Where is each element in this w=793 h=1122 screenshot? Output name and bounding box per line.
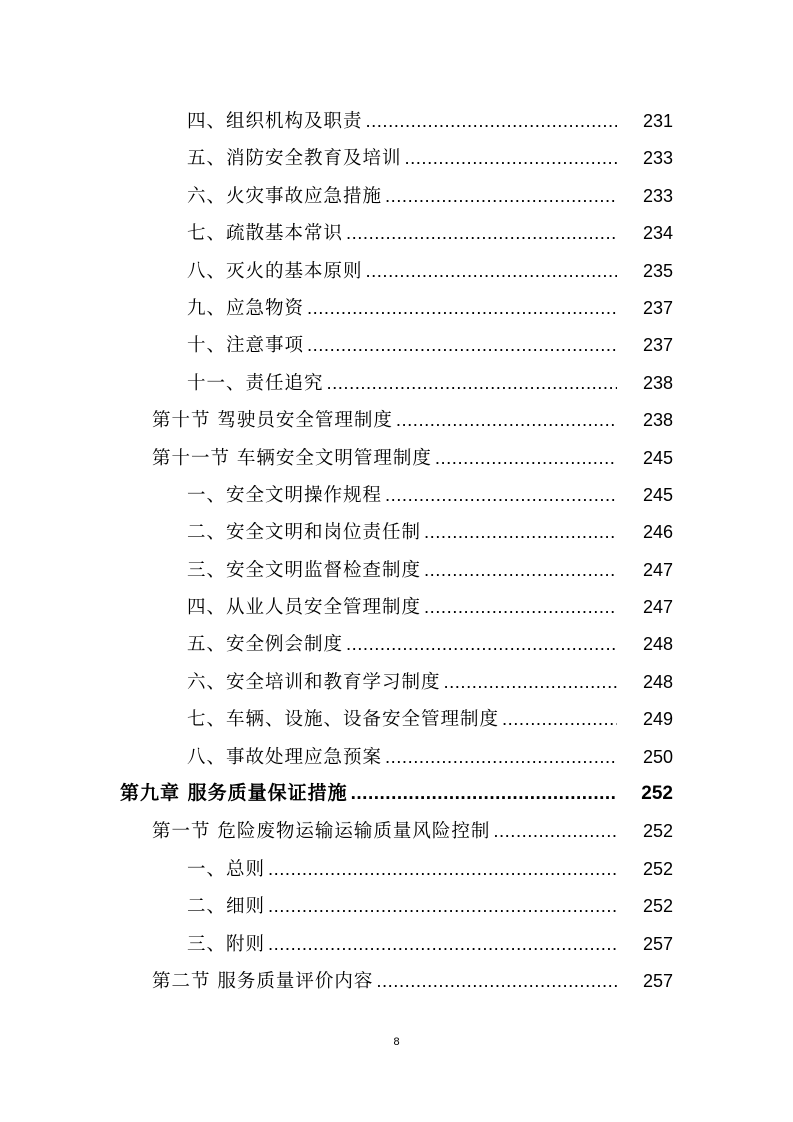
toc-entry-page: 237 [642, 335, 673, 356]
toc-dot-leader [351, 775, 617, 812]
toc-entry-title: 十、注意事项 [187, 335, 305, 357]
toc-entry-page: 249 [642, 709, 673, 730]
toc-entry-title: 三、附则 [187, 933, 266, 955]
toc-entry-title: 第一节 危险废物运输运输质量风险控制 [152, 821, 491, 843]
toc-entry-page: 231 [642, 111, 673, 131]
toc-dot-leader [405, 139, 617, 176]
toc-entry-title: 五、消防安全教育及培训 [187, 148, 402, 170]
toc-entry[interactable] [0, 476, 793, 513]
toc-entry-title: 五、安全例会制度 [187, 634, 344, 656]
toc-entry-title: 第十节 驾驶员安全管理制度 [152, 410, 393, 432]
toc-entry-title: 一、安全文明操作规程 [187, 484, 383, 506]
toc-entry-title: 七、车辆、设施、设备安全管理制度 [187, 709, 500, 731]
toc-entry-title: 九、应急物资 [187, 297, 305, 319]
toc-entry[interactable] [0, 812, 793, 849]
toc-entry[interactable] [0, 887, 793, 924]
toc-entry[interactable] [0, 850, 793, 887]
toc-entry-title: 二、细则 [187, 896, 266, 918]
toc-entry[interactable] [0, 663, 793, 700]
toc-entry-page: 257 [642, 970, 673, 991]
toc-dot-leader [346, 214, 617, 251]
toc-entry-title: 十一、责任追究 [187, 372, 324, 394]
toc-entry[interactable] [0, 551, 793, 588]
toc-entry-page: 246 [642, 522, 673, 543]
toc-entry-page: 233 [642, 148, 673, 169]
toc-entry[interactable] [0, 214, 793, 251]
toc-entry-title: 一、总则 [187, 858, 266, 880]
toc-entry-page: 237 [642, 297, 673, 318]
toc-dot-leader [268, 887, 617, 924]
toc-entry-page: 238 [642, 410, 673, 431]
toc-entry-page: 250 [642, 746, 673, 767]
toc-dot-leader [424, 588, 617, 625]
toc-entry-title: 第二节 服务质量评价内容 [152, 970, 374, 992]
toc-entry-title: 六、安全培训和教育学习制度 [187, 671, 441, 693]
toc-entry-page: 233 [642, 185, 673, 206]
toc-dot-leader [385, 738, 617, 775]
toc-entry[interactable] [0, 102, 793, 139]
toc-dot-leader [493, 812, 617, 849]
toc-entry-title: 六、火灾事故应急措施 [187, 185, 383, 207]
toc-entry-title: 第九章 服务质量保证措施 [120, 782, 348, 805]
toc-dot-leader [376, 962, 617, 999]
toc-entry-page: 245 [642, 484, 673, 505]
toc-entry-page: 234 [642, 223, 673, 244]
toc-entry[interactable] [0, 252, 793, 289]
toc-entry-title: 四、组织机构及职责 [187, 111, 363, 132]
toc-dot-leader [346, 625, 617, 662]
toc-entry-page: 247 [642, 559, 673, 580]
toc-entry[interactable] [0, 925, 793, 962]
toc-dot-leader [502, 700, 617, 737]
toc-dot-leader [366, 102, 617, 139]
toc-entry-page: 252 [641, 783, 673, 805]
toc-entry-title: 三、安全文明监督检查制度 [187, 559, 422, 581]
toc-dot-leader [435, 439, 617, 476]
toc-entry-title: 第十一节 车辆安全文明管理制度 [152, 447, 432, 469]
toc-entry[interactable] [0, 177, 793, 214]
toc-entry[interactable] [0, 625, 793, 662]
toc-dot-leader [424, 513, 617, 550]
toc-entry[interactable] [0, 738, 793, 775]
toc-dot-leader [424, 551, 617, 588]
table-of-contents [0, 102, 793, 999]
toc-entry-page: 257 [642, 933, 673, 954]
toc-dot-leader [444, 663, 617, 700]
toc-dot-leader [366, 252, 617, 289]
toc-entry-title: 八、灭火的基本原则 [187, 260, 363, 282]
toc-entry[interactable] [0, 588, 793, 625]
toc-entry-page: 247 [642, 597, 673, 618]
toc-entry[interactable] [0, 775, 793, 812]
toc-entry-page: 252 [642, 896, 673, 917]
toc-entry-page: 248 [642, 671, 673, 692]
toc-dot-leader [268, 925, 617, 962]
toc-entry[interactable] [0, 401, 793, 438]
toc-entry-page: 252 [642, 821, 673, 842]
toc-entry-page: 238 [642, 372, 673, 393]
toc-dot-leader [396, 401, 617, 438]
toc-entry[interactable] [0, 289, 793, 326]
toc-dot-leader [307, 289, 617, 326]
toc-entry[interactable] [0, 326, 793, 363]
toc-entry-page: 245 [642, 447, 673, 468]
toc-entry[interactable] [0, 364, 793, 401]
toc-entry-title: 四、从业人员安全管理制度 [187, 597, 422, 619]
toc-entry[interactable] [0, 439, 793, 476]
toc-entry-title: 二、安全文明和岗位责任制 [187, 522, 422, 544]
toc-dot-leader [307, 326, 617, 363]
toc-entry[interactable] [0, 139, 793, 176]
toc-entry-title: 七、疏散基本常识 [187, 223, 344, 245]
toc-dot-leader [385, 476, 617, 513]
toc-entry[interactable] [0, 962, 793, 999]
toc-entry-title: 八、事故处理应急预案 [187, 746, 383, 768]
toc-dot-leader [268, 850, 617, 887]
toc-dot-leader [385, 177, 617, 214]
toc-entry[interactable] [0, 700, 793, 737]
toc-entry-page: 248 [642, 634, 673, 655]
toc-entry-page: 235 [642, 260, 673, 281]
toc-dot-leader [327, 364, 617, 401]
toc-entry[interactable] [0, 513, 793, 550]
toc-entry-page: 252 [642, 858, 673, 879]
page-number: 8 [393, 1036, 400, 1048]
